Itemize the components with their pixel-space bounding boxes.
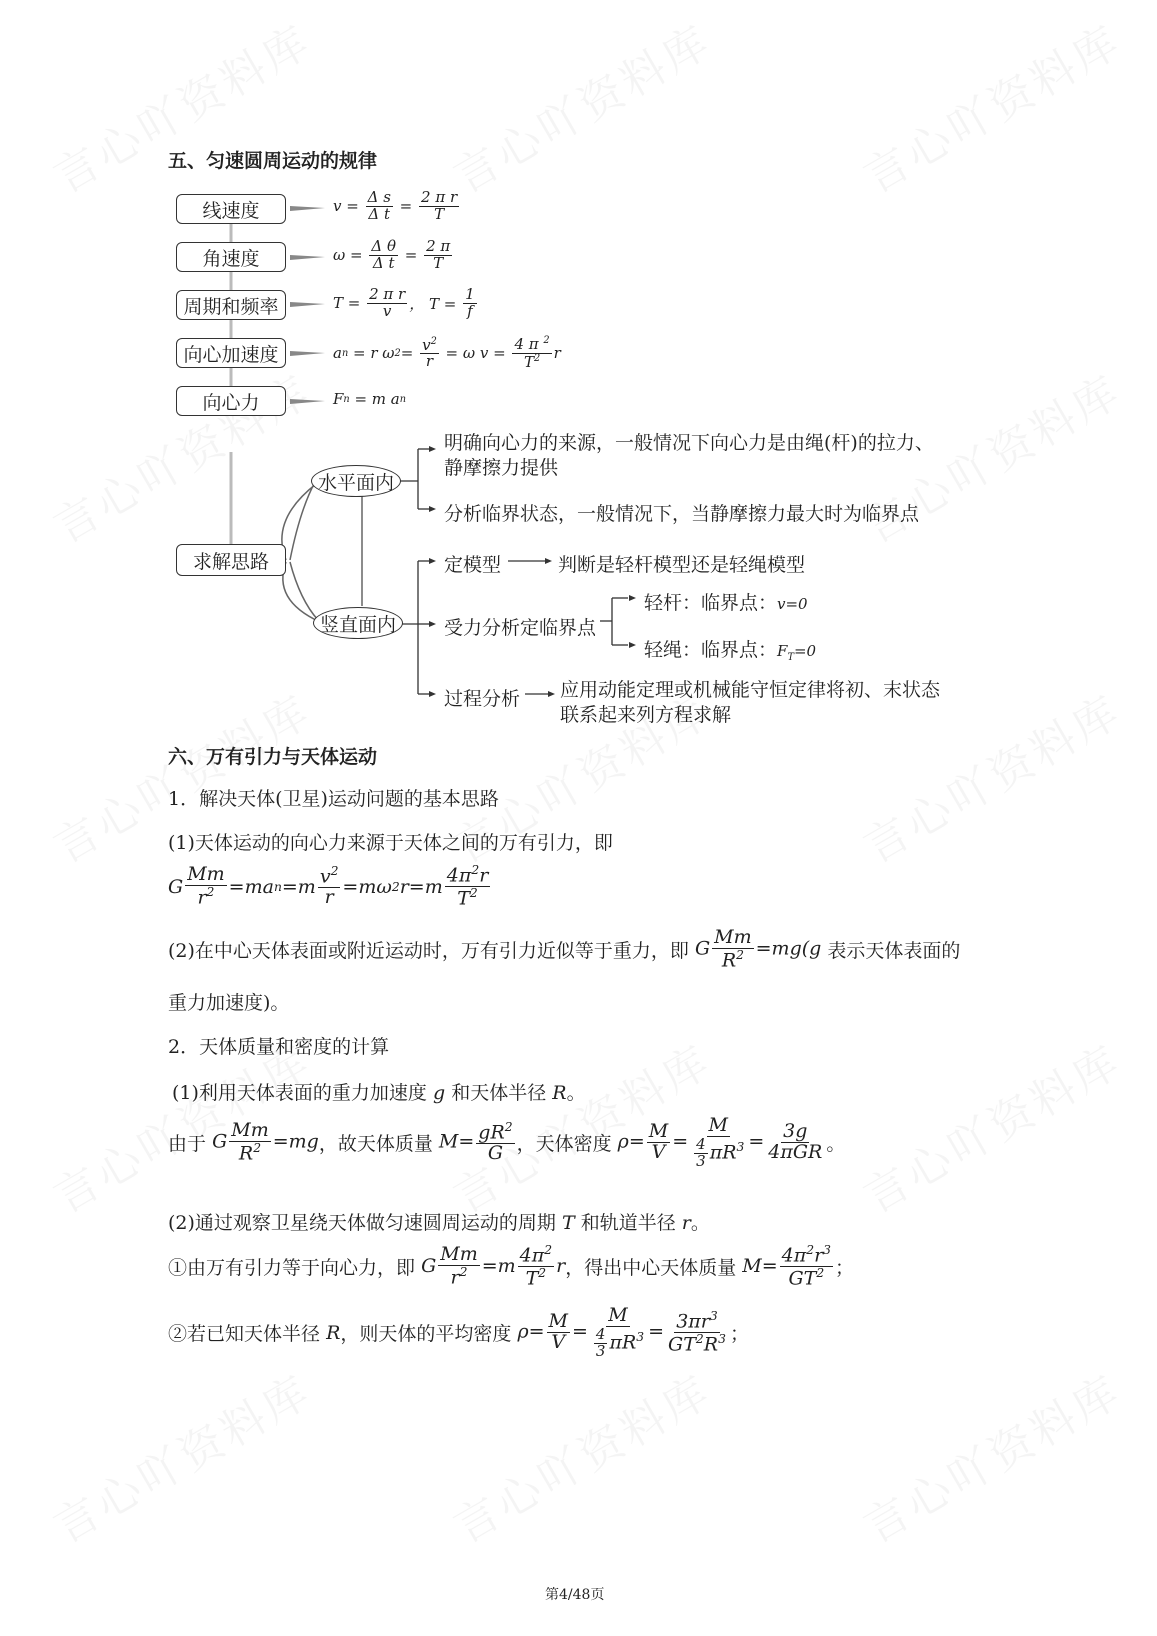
paragraph-2-tail: 表示天体表面的 [827, 940, 961, 963]
derivation-mass-text: ，故天体质量 [318, 1133, 433, 1156]
vertical-item-model: 定模型 [444, 554, 502, 576]
light-rod-eq: v=0 [777, 595, 808, 613]
box-period-frequency: 周期和频率 [176, 290, 286, 320]
watermark [440, 1356, 721, 1555]
light-rod-critical [644, 588, 808, 615]
box-solve-approach: 求解思路 [176, 544, 286, 576]
formula-angular-velocity: ω = $\frac{\text{Δ θ}}{\text{Δ t}}$ = $\frac{2 \pi}{T}$ [333, 237, 451, 272]
derivation-prefix: 由于 [168, 1133, 207, 1156]
method-2-density-text: ②若已知天体半径 [168, 1323, 321, 1346]
watermark [40, 1356, 321, 1555]
formula-centripetal-acceleration: a n = r ω 2 = $\frac{v^2}{r}$ = ω v = $\frac{4 \pi ^2}{T^2}$ r [333, 335, 561, 371]
process-result-a: 应用动能定理或机械能守恒定律将初、末状态 [560, 679, 941, 701]
formula-gravity-centripetal: G $\frac{Mm}{r^2}$ =ma n =m $\frac{v^2}{r}$ =mω 2 r=m $\frac{4\pi^2r}{T^2}$ [168, 863, 489, 910]
oval-vertical-plane: 竖直面内 [313, 607, 403, 639]
method-2-mass: ①由万有引力等于向心力，即 G $\frac{Mm}{r^2}$ =m $\frac{4\pi^2}{T^2}$ r ，得出中心天体质量 M= $\frac{4\pi^2r^3}{GT^2}$ ； [168, 1243, 855, 1290]
watermark [850, 1356, 1131, 1555]
method-2-text: (2)通过观察卫星绕天体做匀速圆周运动的周期 [168, 1212, 556, 1234]
light-rope-eq: =0 [793, 642, 817, 660]
vertical-item-force-analysis: 受力分析定临界点 [444, 617, 597, 639]
method-2-mass-result: ，得出中心天体质量 [565, 1257, 737, 1280]
paragraph-2-text: (2)在中心天体表面或附近运动时，万有引力近似等于重力，即 [168, 940, 689, 963]
horizontal-item-2: 分析临界状态，一般情况下，当静摩擦力最大时为临界点 [444, 503, 920, 525]
box-linear-velocity: 线速度 [176, 194, 286, 224]
method-2-text-b: 和轨道半径 [580, 1212, 676, 1234]
box-centripetal-acceleration: 向心加速度 [176, 338, 286, 368]
horizontal-item-1a: 明确向心力的来源，一般情况下向心力是由绳(杆)的拉力、 [444, 432, 934, 454]
light-rope-critical: 轻绳：临界点：$F_T=0$ [644, 639, 817, 663]
subsection-1: 1．解决天体(卫星)运动问题的基本思路 [168, 788, 499, 810]
derivation-density-text: ，天体密度 [516, 1133, 612, 1156]
formula-linear-velocity: v = $\frac{\text{Δ s}}{\text{Δ t}}$ = $\frac{\text{2 π r}}{T}$ [333, 188, 458, 223]
section6-title: 六、万有引力与天体运动 [168, 746, 378, 768]
method-2-density: ②若已知天体半径 R ，则天体的平均密度 ρ= $\frac{M}{V}$ = M $\frac{4}{3}$ $\pi R^3$ = $\frac{3\pi r^3}{GT^2R^3}$ ； [168, 1304, 749, 1360]
process-result-b: 联系起来列方程求解 [560, 704, 732, 726]
paragraph-2: (2)在中心天体表面或附近运动时，万有引力近似等于重力，即 G $\frac{Mm}{R^2}$ =mg(g 表示天体表面的 [168, 926, 961, 972]
method-1-text: (1)利用天体表面的重力加速度 [172, 1082, 427, 1104]
formula-period: T = $\frac{\text{2 π r}}{v}$ ， T = $\frac{1}{f}$ [333, 285, 475, 320]
subsection-2: 2．天体质量和密度的计算 [168, 1036, 390, 1058]
vertical-item-process: 过程分析 [444, 688, 521, 710]
paragraph-2-end: 重力加速度)。 [168, 992, 290, 1014]
method-2-density-result: ，则天体的平均密度 [340, 1323, 512, 1346]
method-2-mass-text: ①由万有引力等于向心力，即 [168, 1257, 416, 1280]
horizontal-item-1b: 静摩擦力提供 [444, 457, 559, 479]
box-centripetal-force: 向心力 [176, 386, 286, 416]
oval-horizontal-plane: 水平面内 [311, 465, 401, 497]
section5-title: 五、匀速圆周运动的规律 [168, 150, 378, 172]
light-rod-label: 轻杆：临界点： [644, 592, 778, 614]
method-2: (2)通过观察卫星绕天体做匀速圆周运动的周期 T 和轨道半径 r。 [168, 1212, 710, 1234]
paragraph-1: (1)天体运动的向心力来源于天体之间的万有引力，即 [168, 832, 613, 854]
page-number: 第4/48页 [545, 1587, 605, 1603]
method-1: (1)利用天体表面的重力加速度 g 和天体半径 R。 [172, 1082, 586, 1104]
light-rope-label: 轻绳：临界点： [644, 639, 778, 661]
watermark [850, 1026, 1131, 1225]
vertical-item-model-result: 判断是轻杆模型还是轻绳模型 [558, 554, 806, 576]
box-angular-velocity: 角速度 [176, 242, 286, 272]
mass-density-derivation: 由于 G $\frac{Mm}{R^2}$ =mg ，故天体质量 M= $\frac{gR^2}{G}$ ，天体密度 ρ= $\frac{M}{V}$ = M $\frac{4}{3}$ $\pi R^3$ = $\frac{3g}{\text{4πGR}}$ 。 [168, 1114, 846, 1170]
formula-centripetal-force: F n = m a n [333, 390, 407, 408]
diagram-lines [0, 0, 1157, 760]
method-1-text-b: 和天体半径 [451, 1082, 547, 1104]
